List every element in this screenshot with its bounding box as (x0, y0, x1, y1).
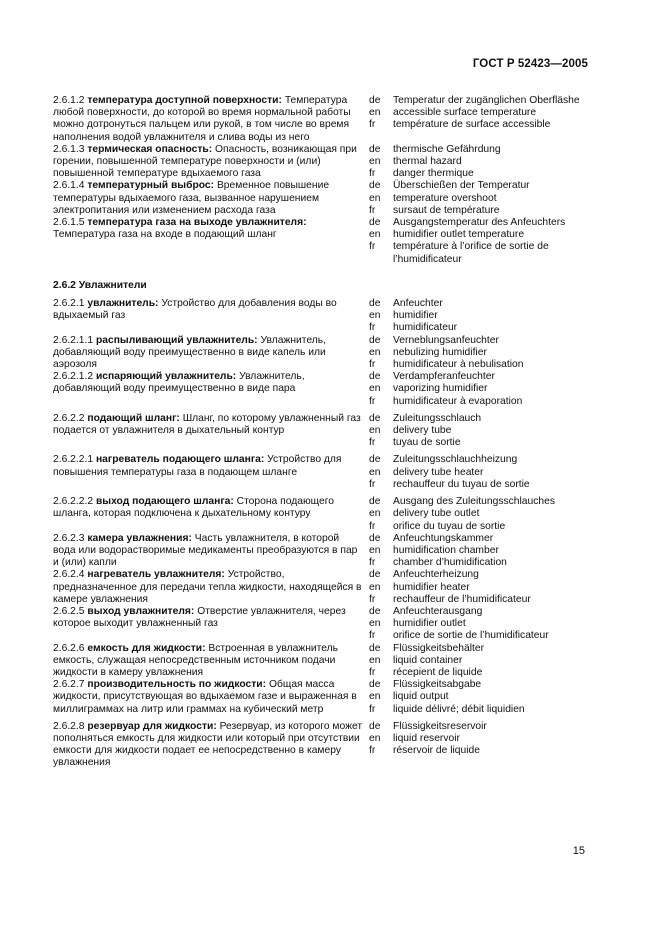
translations (369, 180, 593, 217)
term-number: 2.6.2.2.2 (53, 496, 94, 508)
translated-term: liquid output (393, 691, 449, 703)
translated-term: delivery tube outlet (393, 508, 480, 520)
term-entry (53, 606, 593, 643)
translations (369, 280, 593, 292)
term-definition (53, 606, 364, 643)
term-definition (53, 569, 364, 606)
translation-row (369, 691, 593, 703)
term-definition (53, 679, 364, 716)
term-number: 2.6.2.6 (53, 642, 85, 654)
term-entry (53, 496, 593, 533)
term-definition (53, 95, 364, 144)
term-text: Увлажнитель, добавляющий воду преимущественно в виде капель или аэрозоля (53, 334, 326, 371)
term-text: Устройство для повышения температуры газа в подающем шланге (53, 454, 342, 478)
translations (369, 413, 593, 450)
term-name: емкость для жидкости: (87, 642, 206, 654)
translated-term: Flüssigkeitsabgabe (393, 679, 482, 691)
translated-term: Ausgangstemperatur des Anfeuchters (393, 217, 566, 229)
translated-term: danger thermique (393, 168, 474, 180)
language-code: fr (369, 241, 376, 253)
translated-term: Zuleitungsschlauch (393, 412, 482, 424)
term-number: 2.6.2.1.1 (53, 334, 94, 346)
translation-row (369, 745, 593, 757)
term-text: Увлажнитель, добавляющий воду преимущественно в виде пара (53, 371, 305, 395)
language-code: fr (369, 630, 376, 642)
language-code: fr (369, 322, 376, 334)
translated-term: thermal hazard (393, 156, 462, 168)
translated-term: Ausgang des Zuleitungsschlauches (393, 496, 555, 508)
translated-term: Flüssigkeitsbehälter (393, 642, 484, 654)
section-heading (53, 280, 593, 292)
term-definition (53, 721, 364, 770)
language-code: en (369, 618, 381, 630)
translated-term: liquid container (393, 654, 463, 666)
term-number: 2.6.2.5 (53, 605, 85, 617)
translation-row (369, 557, 593, 569)
translation-row (369, 618, 593, 630)
term-definition (53, 298, 364, 335)
translations (369, 217, 593, 266)
term-definition (53, 180, 364, 217)
translated-term: delivery tube heater (393, 466, 484, 478)
translation-row (369, 359, 593, 371)
translation-row (369, 467, 593, 479)
term-definition (53, 413, 364, 450)
language-code: en (369, 310, 381, 322)
translation-row (369, 454, 593, 466)
language-code: fr (369, 437, 376, 449)
term-text: Временное повышение температуры вдыхаемого газа, вызванное нарушением электропитания или изменением расхода газа (53, 180, 330, 216)
translations (369, 569, 593, 606)
term-name: температура доступной поверхности: (87, 95, 282, 106)
translations (369, 533, 593, 570)
term-name: производительность по жидкости: (87, 679, 267, 691)
term-number: 2.6.1.2 (53, 95, 85, 106)
term-definition (53, 643, 364, 680)
language-code: fr (369, 703, 376, 715)
language-code: de (369, 642, 381, 654)
translation-row (369, 594, 593, 606)
translated-term: Anfeuchterheizung (393, 569, 479, 581)
translation-row (369, 193, 593, 205)
term-text: Опасность, возникающая при горении, повышенной температуре поверхности и (или) повышенной температуре вдыхаемого газа (53, 143, 357, 180)
translation-row (369, 496, 593, 508)
language-code: de (369, 334, 381, 346)
language-code: de (369, 496, 381, 508)
term-entry (53, 721, 593, 770)
translation-row (369, 643, 593, 655)
term-entry (53, 413, 593, 450)
term-name: подающий шланг: (87, 412, 180, 424)
translated-term: température de surface accessible (393, 119, 551, 131)
language-code: en (369, 383, 381, 395)
translations (369, 335, 593, 372)
translation-row (369, 630, 593, 642)
term-text: Отверстие увлажнителя, через которое выходит увлажненный газ (53, 605, 346, 630)
translated-term: réservoir de liquide (393, 745, 480, 757)
translation-row (369, 241, 593, 265)
translated-term: nebulizing humidifier (393, 346, 487, 358)
term-name: выход увлажнителя: (87, 605, 195, 617)
term-entry (53, 371, 593, 408)
translation-row (369, 479, 593, 491)
term-number: 2.6.2.3 (53, 532, 85, 544)
term-entry (53, 454, 593, 491)
translation-row (369, 144, 593, 156)
language-code: de (369, 720, 381, 732)
term-text: Шланг, по которому увлажненный газ подается от увлажнителя в дыхательный контур (53, 412, 361, 437)
term-entry (53, 217, 593, 266)
language-code: de (369, 298, 381, 310)
language-code: fr (369, 666, 376, 678)
term-definition (53, 533, 364, 570)
language-code: fr (369, 168, 376, 180)
translations (369, 95, 593, 144)
translated-term: humidifier heater (393, 581, 470, 593)
translation-row (369, 545, 593, 557)
translation-row (369, 521, 593, 533)
language-code: en (369, 425, 381, 437)
term-name: испаряющий увлажнитель: (95, 371, 237, 383)
translation-row (369, 679, 593, 691)
translated-term: Temperatur der zugänglichen Oberfläshe (393, 95, 580, 106)
term-name: термическая опасность: (87, 143, 213, 155)
language-code: fr (369, 395, 376, 407)
language-code: de (369, 532, 381, 544)
term-definition (53, 280, 364, 292)
terms-list (53, 95, 593, 770)
translations (369, 496, 593, 533)
language-code: en (369, 581, 381, 593)
term-text: Сторона подающего шланга, которая подключена к дыхательному контуру (53, 496, 335, 520)
language-code: en (369, 229, 381, 241)
language-code: en (369, 691, 381, 703)
translations (369, 679, 593, 716)
term-definition (53, 144, 364, 181)
term-entry (53, 180, 593, 217)
translated-term: humidifier outlet temperature (393, 229, 525, 241)
translated-term: liquid reservoir (393, 732, 460, 744)
language-code: de (369, 679, 381, 691)
language-code: fr (369, 745, 376, 757)
term-definition (53, 371, 364, 408)
term-number: 2.6.1.5 (53, 217, 85, 229)
term-number: 2.6.2.4 (53, 569, 85, 581)
translation-row (369, 180, 593, 192)
translated-term: sursaut de température (393, 204, 500, 216)
language-code: fr (369, 593, 376, 605)
term-definition (53, 496, 364, 533)
translation-row (369, 655, 593, 667)
language-code: fr (369, 359, 376, 371)
translation-row (369, 107, 593, 119)
translated-term: Flüssigkeitsreservoir (393, 720, 487, 732)
language-code: de (369, 412, 381, 424)
language-code: de (369, 454, 381, 466)
translation-row (369, 425, 593, 437)
translated-term: humidifier outlet (393, 618, 466, 630)
translation-row (369, 119, 593, 131)
term-text: Часть увлажнителя, в которой вода или водорастворимые медикаменты преобразуются в пар и (или) капли (53, 532, 358, 569)
term-entry (53, 569, 593, 606)
translated-term: rechauffeur de l’humidificateur (393, 593, 531, 605)
language-code: en (369, 654, 381, 666)
translated-term: Zuleitungsschlauchheizung (393, 454, 518, 466)
term-number: 2.6.2.2 (53, 412, 85, 424)
language-code: en (369, 508, 381, 520)
language-code: en (369, 346, 381, 358)
term-number: 2.6.2.2.1 (53, 454, 94, 466)
translation-row (369, 667, 593, 679)
translated-term: humidificateur (393, 322, 458, 334)
translated-term: delivery tube (393, 425, 452, 437)
translation-row (369, 322, 593, 334)
translation-row (369, 310, 593, 322)
translation-row (369, 156, 593, 168)
translated-term: Anfeuchtungskammer (393, 532, 494, 544)
translation-row (369, 217, 593, 229)
term-number: 2.6.2.8 (53, 720, 85, 732)
term-name: температура газа на выходе увлажнителя: (87, 217, 307, 229)
translation-row (369, 582, 593, 594)
translation-row (369, 721, 593, 733)
term-text: Температура газа на входе в подающий шланг (53, 229, 277, 241)
translated-term: Anfeuchterausgang (393, 605, 483, 617)
term-entry (53, 643, 593, 680)
translated-term: Verneblungsanfeuchter (393, 334, 499, 346)
translation-row (369, 168, 593, 180)
language-code: en (369, 544, 381, 556)
translation-row (369, 95, 593, 107)
language-code: fr (369, 478, 376, 490)
term-entry (53, 144, 593, 181)
term-name: нагреватель подающего шланга: (95, 454, 265, 466)
translation-row (369, 569, 593, 581)
language-code: fr (369, 557, 376, 569)
translated-term: Überschießen der Temperatur (393, 180, 530, 192)
translated-term: récepient de liquide (393, 666, 483, 678)
translated-term: tuyau de sortie (393, 437, 461, 449)
term-definition (53, 217, 364, 266)
language-code: en (369, 192, 381, 204)
translated-term: accessible surface temperature (393, 107, 537, 119)
term-text: Общая масса жидкости, присутствующая во вдыхаемом газе и выраженная в миллиграммах на литр или граммах на кубический метр (53, 679, 357, 715)
translated-term: humidification chamber (393, 544, 499, 556)
translations (369, 298, 593, 335)
language-code: fr (369, 520, 376, 532)
translation-row (369, 396, 593, 408)
translation-row (369, 508, 593, 520)
translation-row (369, 205, 593, 217)
term-number: 2.6.2.1 (53, 298, 85, 310)
term-name: распыливающий увлажнитель: (95, 334, 258, 346)
translated-term: température à l’orifice de sortie de l’humidificateur (393, 241, 549, 265)
translations (369, 606, 593, 643)
language-code: fr (369, 119, 376, 131)
language-code: en (369, 107, 381, 119)
term-entry (53, 95, 593, 144)
translation-row (369, 298, 593, 310)
term-number: 2.6.1.4 (53, 180, 85, 192)
language-code: en (369, 466, 381, 478)
translated-term: humidificateur à nebulisation (393, 359, 524, 371)
translated-term: orifice de sortie de l’humidificateur (393, 630, 549, 642)
translated-term: Anfeuchter (393, 298, 443, 310)
language-code: en (369, 156, 381, 168)
language-code: de (369, 569, 381, 581)
translated-term: humidifier (393, 310, 438, 322)
translation-row (369, 335, 593, 347)
language-code: de (369, 143, 381, 155)
language-code: de (369, 180, 381, 192)
term-name: выход подающего шланга: (95, 496, 234, 508)
language-code: en (369, 732, 381, 744)
term-text: Устройство, предназначенное для передачи тепла жидкости, находящейся в камере увлажнения (53, 569, 362, 605)
translated-term: liquide délivré; débit liquidien (393, 703, 525, 715)
translated-term: temperature overshoot (393, 192, 497, 204)
term-text: Температура любой поверхности, до которой во время нормальной работы можно дотронуться пальцем или рукой, в том числе во время наполнения водой увлажнителя и слива воды из него (53, 95, 351, 143)
translated-term: chamber d’humidification (393, 557, 507, 569)
translated-term: thermische Gefährdung (393, 143, 501, 155)
term-name: камера увлажнения: (87, 532, 192, 544)
term-number: 2.6.2.7 (53, 679, 85, 691)
translated-term: vaporizing humidifier (393, 383, 488, 395)
language-code: de (369, 217, 381, 229)
term-number: 2.6.2.1.2 (53, 371, 94, 383)
term-text: Резервуар, из которого может пополняться емкость для жидкости или который при отсутствии емкости для жидкости подает ее непосредственно в камеру увлажнения (53, 720, 363, 769)
translated-term: humidificateur à evaporation (393, 395, 523, 407)
translation-row (369, 371, 593, 383)
translations (369, 454, 593, 491)
term-name: увлажнитель: (87, 298, 159, 310)
term-number: 2.6.1.3 (53, 143, 85, 155)
translation-row (369, 733, 593, 745)
translated-term: orifice du tuyau de sortie (393, 520, 506, 532)
term-name: резервуар для жидкости: (87, 720, 217, 732)
translation-row (369, 347, 593, 359)
language-code: fr (369, 204, 376, 216)
language-code: de (369, 95, 381, 106)
term-entry (53, 679, 593, 716)
translated-term: rechauffeur du tuyau de sortie (393, 478, 530, 490)
translated-term: Verdampferanfeuchter (393, 371, 495, 383)
term-text: Устройство для добавления воды во вдыхаемый газ (53, 298, 337, 322)
language-code: de (369, 605, 381, 617)
page-number: 15 (572, 845, 585, 857)
translations (369, 643, 593, 680)
term-name: Увлажнители (78, 279, 147, 291)
term-definition (53, 454, 364, 491)
term-entry (53, 298, 593, 335)
translation-row (369, 413, 593, 425)
translation-row (369, 437, 593, 449)
term-name: температурный выброс: (87, 180, 215, 192)
term-number: 2.6.2 (53, 279, 76, 291)
translations (369, 721, 593, 770)
term-definition (53, 335, 364, 372)
term-text: Встроенная в увлажнитель емкость, служащая непосредственным источником подачи жидкости в камеру увлажнения (53, 642, 338, 678)
translations (369, 371, 593, 408)
term-name: нагреватель увлажнителя: (87, 569, 225, 581)
language-code: de (369, 371, 381, 383)
translation-row (369, 229, 593, 241)
document-header: ГОСТ Р 52423—2005 (472, 58, 588, 70)
translation-row (369, 383, 593, 395)
translation-row (369, 606, 593, 618)
term-entry (53, 335, 593, 372)
term-entry (53, 533, 593, 570)
translation-row (369, 704, 593, 716)
translations (369, 144, 593, 181)
translation-row (369, 533, 593, 545)
